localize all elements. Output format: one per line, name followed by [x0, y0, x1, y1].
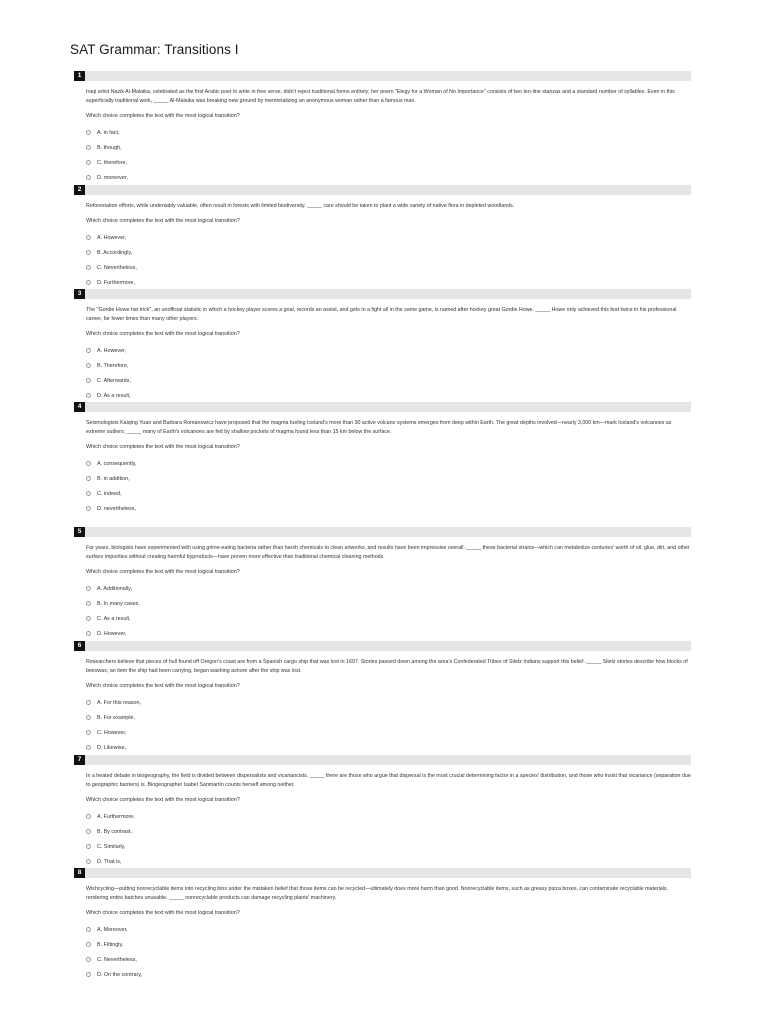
answer-choice[interactable] [86, 343, 691, 358]
answer-choice-label: A. Additionally, [97, 585, 132, 592]
answer-choice[interactable] [86, 358, 691, 373]
radio-button-icon[interactable] [86, 363, 91, 368]
answer-choice-label: C. Nevertheless, [97, 956, 137, 963]
radio-button-icon[interactable] [86, 378, 91, 383]
radio-button-icon[interactable] [86, 616, 91, 621]
question-passage: Seismologists Kaiqing Yuan and Barbara Romanowicz have proposed that the magma fueling Iceland's more than 30 active volcano systems emerges from deep within Earth. The great depths involved—nearly 3,000 km—mark Iceland's volcanoes as extreme outliers; _____ many of Earth's volcanoes are fed by shallow pockets of magma found less than 15 km below the surface. [86, 420, 672, 435]
radio-button-icon[interactable] [86, 348, 91, 353]
answer-choice[interactable] [86, 230, 691, 245]
answer-choices [86, 343, 691, 403]
radio-button-icon[interactable] [86, 160, 91, 165]
answer-choice-label: D. On the contrary, [97, 971, 143, 978]
answer-choices [86, 125, 691, 185]
question-number: 1 [74, 71, 85, 81]
radio-button-icon[interactable] [86, 265, 91, 270]
answer-choice[interactable] [86, 626, 691, 641]
answer-choice-label: C. therefore, [97, 159, 127, 166]
radio-button-icon[interactable] [86, 130, 91, 135]
answer-choice-label: C. indeed, [97, 490, 122, 497]
radio-button-icon[interactable] [86, 715, 91, 720]
question-prompt: Which choice completes the text with the most logical transition? [86, 910, 240, 916]
radio-button-icon[interactable] [86, 844, 91, 849]
answer-choice-label: D. moreover, [97, 174, 128, 181]
question-passage: In a heated debate in biogeography, the field is divided between dispersalists and vicariancists. _____ there are those who argue that dispersal is the most crucial determining factor in a species' distribution, and those who insist that vicariance (separation due to geographic barriers) is. Biogeographer Isabel Sanmartín counts herself among neither. [86, 773, 691, 788]
answer-choice[interactable] [86, 937, 691, 952]
answer-choice[interactable] [86, 245, 691, 260]
radio-button-icon[interactable] [86, 145, 91, 150]
question-number: 4 [74, 402, 85, 412]
question-header-bar [74, 868, 691, 878]
question-header-bar [74, 402, 691, 412]
answer-choice-label: C. However, [97, 729, 127, 736]
radio-button-icon[interactable] [86, 859, 91, 864]
question-prompt: Which choice completes the text with the most logical transition? [86, 331, 240, 337]
radio-button-icon[interactable] [86, 250, 91, 255]
answer-choice[interactable] [86, 922, 691, 937]
answer-choice[interactable] [86, 140, 691, 155]
radio-button-icon[interactable] [86, 235, 91, 240]
answer-choice[interactable] [86, 611, 691, 626]
question-block [74, 289, 691, 403]
answer-choice-label: C. Afterwards, [97, 377, 131, 384]
question-block [74, 402, 691, 516]
answer-choice[interactable] [86, 740, 691, 755]
answer-choice-label: B. In many cases, [97, 600, 140, 607]
question-number: 3 [74, 289, 85, 299]
answer-choice[interactable] [86, 456, 691, 471]
question-header-bar [74, 71, 691, 81]
radio-button-icon[interactable] [86, 700, 91, 705]
answer-choice[interactable] [86, 155, 691, 170]
answer-choices [86, 695, 691, 755]
radio-button-icon[interactable] [86, 461, 91, 466]
answer-choice[interactable] [86, 725, 691, 740]
answer-choice[interactable] [86, 275, 691, 290]
answer-choice-label: B. Accordingly, [97, 249, 133, 256]
answer-choice-label: D. That is, [97, 858, 122, 865]
question-number: 2 [74, 185, 85, 195]
question-prompt: Which choice completes the text with the most logical transition? [86, 683, 240, 689]
question-number: 6 [74, 641, 85, 651]
answer-choice-label: B. Fittingly, [97, 941, 124, 948]
answer-choice-label: B. Therefore, [97, 362, 129, 369]
answer-choice[interactable] [86, 501, 691, 516]
answer-choice-label: C. As a result, [97, 615, 131, 622]
radio-button-icon[interactable] [86, 829, 91, 834]
answer-choice-label: D. As a result, [97, 392, 131, 399]
question-block [74, 527, 691, 641]
question-block [74, 868, 691, 982]
question-header-bar [74, 289, 691, 299]
answer-choice[interactable] [86, 824, 691, 839]
radio-button-icon[interactable] [86, 393, 91, 398]
answer-choice-label: B. By contrast, [97, 828, 133, 835]
answer-choice[interactable] [86, 809, 691, 824]
radio-button-icon[interactable] [86, 814, 91, 819]
radio-button-icon[interactable] [86, 175, 91, 180]
answer-choice-label: A. Moreover, [97, 926, 128, 933]
answer-choice[interactable] [86, 967, 691, 982]
answer-choice[interactable] [86, 471, 691, 486]
answer-choice-label: D. nevertheless, [97, 505, 136, 512]
answer-choice-label: D. However, [97, 630, 127, 637]
answer-choice-label: A. in fact, [97, 129, 120, 136]
answer-choice-label: B. though, [97, 144, 122, 151]
answer-choice-label: A. However, [97, 234, 127, 241]
radio-button-icon[interactable] [86, 506, 91, 511]
radio-button-icon[interactable] [86, 601, 91, 606]
radio-button-icon[interactable] [86, 491, 91, 496]
answer-choice[interactable] [86, 373, 691, 388]
answer-choice[interactable] [86, 710, 691, 725]
answer-choice-label: B. in addition, [97, 475, 130, 482]
answer-choice[interactable] [86, 170, 691, 185]
answer-choice-label: C. Nevertheless, [97, 264, 137, 271]
question-passage: The "Gordie Howe hat trick", an unofficial statistic in which a hockey player scores a goal, records an assist, and gets in a fight all in the same game, is named after hockey great Gordie Howe. _____ Howe only achieved this feat twice in his professional career, far fewer times than many other players. [86, 307, 677, 322]
radio-button-icon[interactable] [86, 745, 91, 750]
question-passage: Iraqi artist Nazik Al-Malaika, celebrated as the first Arabic poet to write in free verse, didn't reject traditional forms entirely; her poem "Elegy for a Woman of No Importance" consists of two ten-line stanzas and a standard number of syllables. Even in this superficially traditional work, _____ Al-Malaika was breaking new ground by memorializing an anonymous woman rather than a famous man. [86, 89, 675, 104]
answer-choice-label: A. consequently, [97, 460, 137, 467]
question-number: 8 [74, 868, 85, 878]
radio-button-icon[interactable] [86, 586, 91, 591]
answer-choice[interactable] [86, 952, 691, 967]
answer-choice[interactable] [86, 839, 691, 854]
answer-choice-label: C. Similarly, [97, 843, 126, 850]
question-header-bar [74, 755, 691, 765]
radio-button-icon[interactable] [86, 972, 91, 977]
radio-button-icon[interactable] [86, 476, 91, 481]
answer-choices [86, 809, 691, 869]
question-passage: Wishcycling—putting nonrecyclable items into recycling bins under the mistaken belief that those items can be recycled—ultimately does more harm than good. Nonrecyclable items, such as greasy pizza boxes, can contaminate recyclable materials, rendering entire batches unusable. _____ nonrecyclable products can damage recycling plants' machinery. [86, 886, 669, 901]
question-passage: Researchers believe that pieces of hull found off Oregon's coast are from a Spanish cargo ship that was lost in 1697. Stories passed down among the area's Confederated Tribes of Siletz Indians support this belief. _____ Siletz stories describe how blocks of beeswax, an item the ship had been carrying, began washing ashore after the ship was lost. [86, 659, 688, 674]
answer-choice[interactable] [86, 854, 691, 869]
question-block [74, 185, 691, 290]
answer-choices [86, 581, 691, 641]
answer-choice-label: D. Furthermore, [97, 279, 136, 286]
answer-choices [86, 456, 691, 516]
question-prompt: Which choice completes the text with the most logical transition? [86, 797, 240, 803]
answer-choice[interactable] [86, 388, 691, 403]
answer-choice-label: A. However, [97, 347, 127, 354]
question-prompt: Which choice completes the text with the most logical transition? [86, 218, 240, 224]
answer-choice[interactable] [86, 581, 691, 596]
question-prompt: Which choice completes the text with the most logical transition? [86, 569, 240, 575]
radio-button-icon[interactable] [86, 730, 91, 735]
answer-choices [86, 922, 691, 982]
question-header-bar [74, 641, 691, 651]
answer-choice[interactable] [86, 486, 691, 501]
question-prompt: Which choice completes the text with the most logical transition? [86, 444, 240, 450]
radio-button-icon[interactable] [86, 631, 91, 636]
answer-choice[interactable] [86, 695, 691, 710]
answer-choice[interactable] [86, 596, 691, 611]
question-block [74, 755, 691, 869]
question-block [74, 71, 691, 185]
question-passage: For years, biologists have experimented with using grime-eating bacteria rather than harsh chemicals to clean artworks, and results have been impressive overall. _____ these bacterial strains—which can metabolize centuries' worth of oil, glue, dirt, and other surface impurities without creating harmful byproducts—have proven more effective than traditional chemical cleaning methods. [86, 545, 690, 560]
answer-choice-label: B. For example, [97, 714, 136, 721]
answer-choice-label: A. For this reason, [97, 699, 142, 706]
question-header-bar [74, 185, 691, 195]
answer-choice[interactable] [86, 260, 691, 275]
answer-choice-label: A. Furthermore, [97, 813, 135, 820]
question-passage: Reforestation efforts, while undeniably valuable, often result in forests with limited biodiversity. _____ care should be taken to plant a wide variety of native flora in depleted woodlands. [86, 203, 515, 209]
answer-choice-label: D. Likewise, [97, 744, 127, 751]
radio-button-icon[interactable] [86, 280, 91, 285]
answer-choices [86, 230, 691, 290]
radio-button-icon[interactable] [86, 942, 91, 947]
question-number: 5 [74, 527, 85, 537]
page-title: SAT Grammar: Transitions I [70, 42, 239, 57]
question-header-bar [74, 527, 691, 537]
question-block [74, 641, 691, 755]
answer-choice[interactable] [86, 125, 691, 140]
radio-button-icon[interactable] [86, 927, 91, 932]
radio-button-icon[interactable] [86, 957, 91, 962]
question-number: 7 [74, 755, 85, 765]
question-prompt: Which choice completes the text with the most logical transition? [86, 113, 240, 119]
